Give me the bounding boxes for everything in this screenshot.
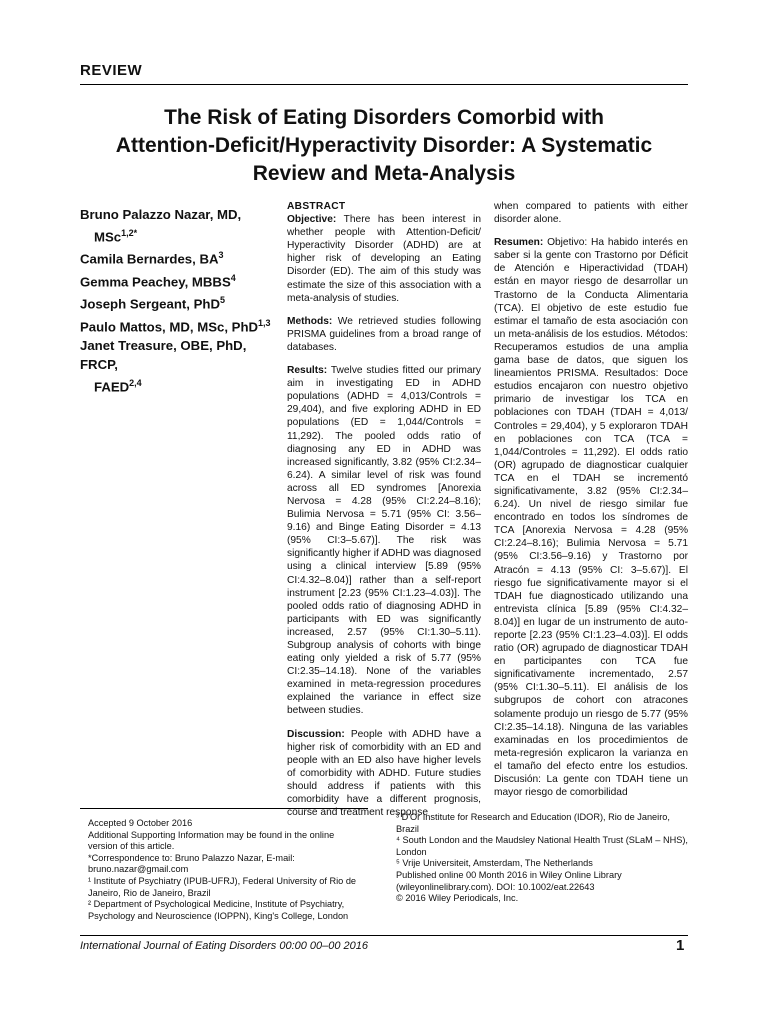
title-line: Review and Meta-Analysis [252, 162, 516, 185]
abstract-discussion: Discussion: People with ADHD have a higher risk of comorbidity with an ED and people with an ED also have higher levels of comorbidity with ADHD. Future studies should address if patients with this comorbidity have a different prognosis, course and treatment response [287, 728, 481, 819]
abstract-column-2 [494, 200, 688, 809]
abstract-column-1 [287, 200, 481, 829]
author: Gemma Peachey, MBBS$^4$ [80, 272, 236, 290]
author: MSc$^{1,2*}$ [94, 228, 138, 245]
author: Joseph Sergeant, PhD$^5$ [80, 295, 225, 312]
title-line: Attention-Deficit/Hyperactivity Disorder: A Systematic [115, 134, 653, 157]
footnotes-left [80, 818, 365, 922]
footnote: ² Department of Psychological Medicine, Institute of Psychiatry, Psychology and Neuroscience (IOPPN), King's College, London [88, 899, 349, 921]
footnote: Additional Supporting Information may be found in the online version of this article. [88, 829, 335, 852]
abstract-resumen: Resumen: Objetivo: Ha habido interés en saber si la gente con Trastorno por Déficit de Atención e Hiperactividad (TDAH) están en mayor riesgo de desarrollar un Trastorno de la Conducta Alimentaria (TCA). El objetivo de este estudio fue estimar el tamaño de esta asociación con un meta-análisis de los estudios. Métodos: Recuperamos estudios de una amplia gama base de datos, que siguen los lineamientos PRISMA. Resultados: Doce estudios encajaron con nuestro objetivo primario de investigar los TCA en poblaciones con TDAH (TDAH = 4,013/ Controles = 29,404), y 5 exploraron TDAH en poblaciones con TCA (TCA = 1,044/Controles = 11,292). El odds ratio (OR) agrupado de diagnosticar cualquier TCA en el TDAH se incrementó significativamente, 3.82 (95% CI:2.34–6.24). Un nivel de riesgo similar fue encontrado en todos los síndromes de TCA [Anorexia Nervosa = 4.28 (95% CI:2.24–8.16); Bulimia Nervosa = 5.71 (95% CI:3.56–9.16) y Trastorno por Atracón = 4.13 (95% CI: 3–5.67)]. El riesgo fue significativamente mayor si el TDAH fue diagnosticado utilizando una entrevista clínica [5.89 (95% CI:4.32–8.04)] en lugar de un instrumento de auto-reporte [2.23 (95% CI:1.23–4.03)]. El odds ratio (OR) agrupado de diagnosticar TDAH en participantes con TCA fue significativamente incrementado, 2.57 (95% CI:1.30–5.11). El análisis de los subgrupos de cohort con atracones solamente produjo un riesgo de 5.77 (95% CI:2.35–14.18). Ninguna de las variables examinadas en los procedimientos de meta-regresión explicaron la varianza en el tamaño del efecto entre los estudios. Discusión: La gente con TDAH tiene un mayor riesgo de comorbilidad [494, 237, 688, 799]
section-label: REVIEW [80, 62, 143, 79]
abstract-methods: Methods: We retrieved studies following PRISMA guidelines from a broad range of databases. [287, 315, 481, 353]
page-number: 1 [676, 937, 685, 954]
author: Bruno Palazzo Nazar, MD, [80, 207, 242, 222]
author: Janet Treasure, OBE, PhD, FRCP, [80, 337, 247, 372]
author-list [80, 205, 285, 396]
abstract-discussion-continued: when compared to patients with either disorder alone. [494, 201, 688, 226]
footnote: ³ D'Or Institute for Research and Education (IDOR), Rio de Janeiro, Brazil [396, 812, 670, 834]
abstract-results: Results: Twelve studies fitted our primary aim in investigating ED in ADHD populations (ADHD = 4,013/Controls = 29,404), and five exploring ADHD in ED populations (ED = 1,044/Controls = 11,292). The pooled odds ratio of diagnosing any ED in ADHD was increased significantly, 3.82 (95% CI:2.34–6.24). A similar level of risk was found across all ED syndromes [Anorexia Nervosa = 4.28 (95% CI:2.24–8.16); Bulimia Nervosa = 5.71 (95% CI: 3.56–9.16) and Binge Eating Disorder = 4.13 (95% CI:3–5.67)]. The risk was significantly higher if ADHD was diagnosed using a clinical interview [5.89 (95% CI:4.32–8.04)] rather than a self-report instrument [2.23 (95% CI:1.23–4.03)]. The pooled odds ratio of diagnosing ADHD in participants with ED was significantly increased, 2.57 (95% CI:1.30–5.11). Subgroup analysis of cohorts with binge eating only yielded a risk of 5.77 (95% CI:2.35–14.18). None of the variables examined in meta-regression procedures explained the variance in effect size between studies. [287, 365, 482, 717]
header-rule [80, 84, 688, 85]
footnote-rule-left [80, 808, 368, 809]
author: Paulo Mattos, MD, MSc, PhD$^{1,3}$ [80, 317, 271, 334]
footnote: ⁴ South London and the Maudsley National Health Trust (SLaM – NHS), London [396, 835, 688, 857]
footnotes-right [388, 812, 688, 905]
title-line: The Risk of Eating Disorders Comorbid with [164, 106, 604, 129]
journal-citation: International Journal of Eating Disorders 00:00 00–00 2016 [80, 940, 369, 952]
article-title [80, 104, 688, 188]
footnote: ⁵ Vrije Universiteit, Amsterdam, The Netherlands [396, 858, 593, 869]
footnote: © 2016 Wiley Periodicals, Inc. [396, 893, 519, 904]
footnote: *Correspondence to: Bruno Palazzo Nazar, E-mail: bruno.nazar@gmail.com [88, 852, 295, 875]
footer-rule [80, 935, 688, 936]
abstract-heading: ABSTRACT [287, 201, 346, 212]
abstract-objective: Objective: There has been interest in whether people with Attention-Deficit/ Hyperactivity Disorder (ADHD) are at higher risk of developing an Eating Disorder (ED). The aim of this study was estimate the size of this association with a meta-analysis of studies. [287, 214, 481, 304]
footnote: Published online 00 Month 2016 in Wiley Online Library (wileyonlinelibrary.com). DOI: 10.1002/eat.22643 [396, 869, 622, 892]
author: FAED$^{2,4}$ [94, 377, 142, 395]
footnote: Accepted 9 October 2016 [88, 818, 193, 828]
author: Camila Bernardes, $BA^3$ [80, 250, 224, 267]
footnote: ¹ Institute of Psychiatry (IPUB-UFRJ), Federal University of Rio de Janeiro, Rio de Janeiro, Brazil [88, 875, 357, 898]
